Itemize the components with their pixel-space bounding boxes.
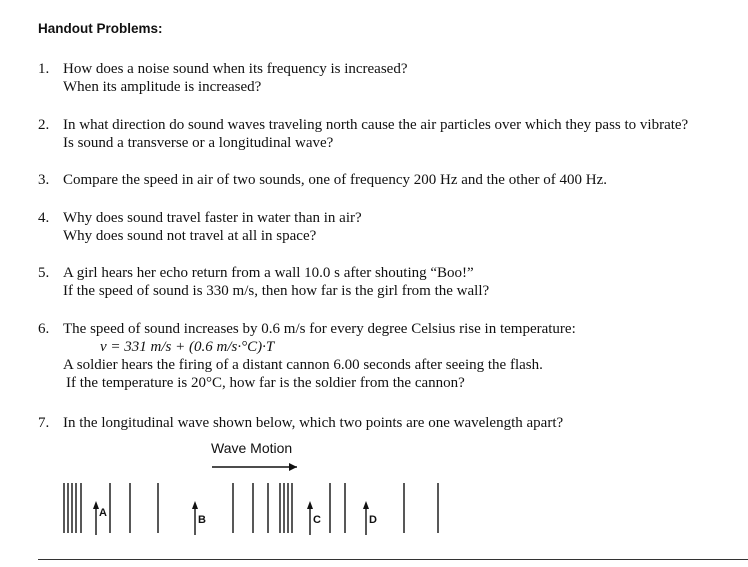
point-b-arrow-icon (192, 501, 198, 509)
problem-text: A girl hears her echo return from a wall 10.0 s after shouting “Boo!” (63, 265, 474, 281)
problem-number: 7. (38, 415, 50, 431)
problem-text: How does a noise sound when its frequency is increased? (63, 61, 408, 77)
speed-formula: v = 331 m/s + (0.6 m/s·°C)·T (100, 339, 275, 355)
point-c-arrow-icon (307, 501, 313, 509)
handout-heading: Handout Problems: (38, 21, 163, 36)
problem-text: Why does sound not travel at all in space? (63, 228, 317, 244)
arrow-head-icon (289, 463, 297, 471)
problem-number: 3. (38, 172, 50, 188)
problem-text: If the temperature is 20°C, how far is the soldier from the cannon? (66, 375, 465, 391)
bottom-divider (38, 559, 748, 560)
point-c-label: C (313, 514, 321, 526)
problem-number: 4. (38, 210, 50, 226)
problem-text: If the speed of sound is 330 m/s, then how far is the girl from the wall? (63, 283, 490, 299)
problem-text: Why does sound travel faster in water than in air? (63, 210, 362, 226)
wave-motion-label: Wave Motion (211, 440, 293, 456)
problem-text: In the longitudinal wave shown below, which two points are one wavelength apart? (63, 415, 564, 431)
problem-number: 1. (38, 61, 50, 77)
problem-text: When its amplitude is increased? (63, 79, 262, 95)
problem-text: In what direction do sound waves traveling north cause the air particles over which they pass to vibrate? (63, 117, 689, 133)
problem-number: 2. (38, 117, 50, 133)
problem-number: 5. (38, 265, 50, 281)
problem-text: A soldier hears the firing of a distant cannon 6.00 seconds after seeing the flash. (63, 357, 543, 373)
problem-number: 6. (38, 321, 50, 337)
longitudinal-wave-diagram (0, 455, 748, 545)
problem-text: Compare the speed in air of two sounds, one of frequency 200 Hz and the other of 400 Hz. (63, 172, 608, 188)
point-a-label: A (99, 507, 107, 519)
point-d-label: D (369, 514, 377, 526)
point-b-label: B (198, 514, 206, 526)
problem-text: The speed of sound increases by 0.6 m/s for every degree Celsius rise in temperature: (63, 321, 576, 337)
problem-text: Is sound a transverse or a longitudinal wave? (63, 135, 334, 151)
point-d-arrow-icon (363, 501, 369, 509)
